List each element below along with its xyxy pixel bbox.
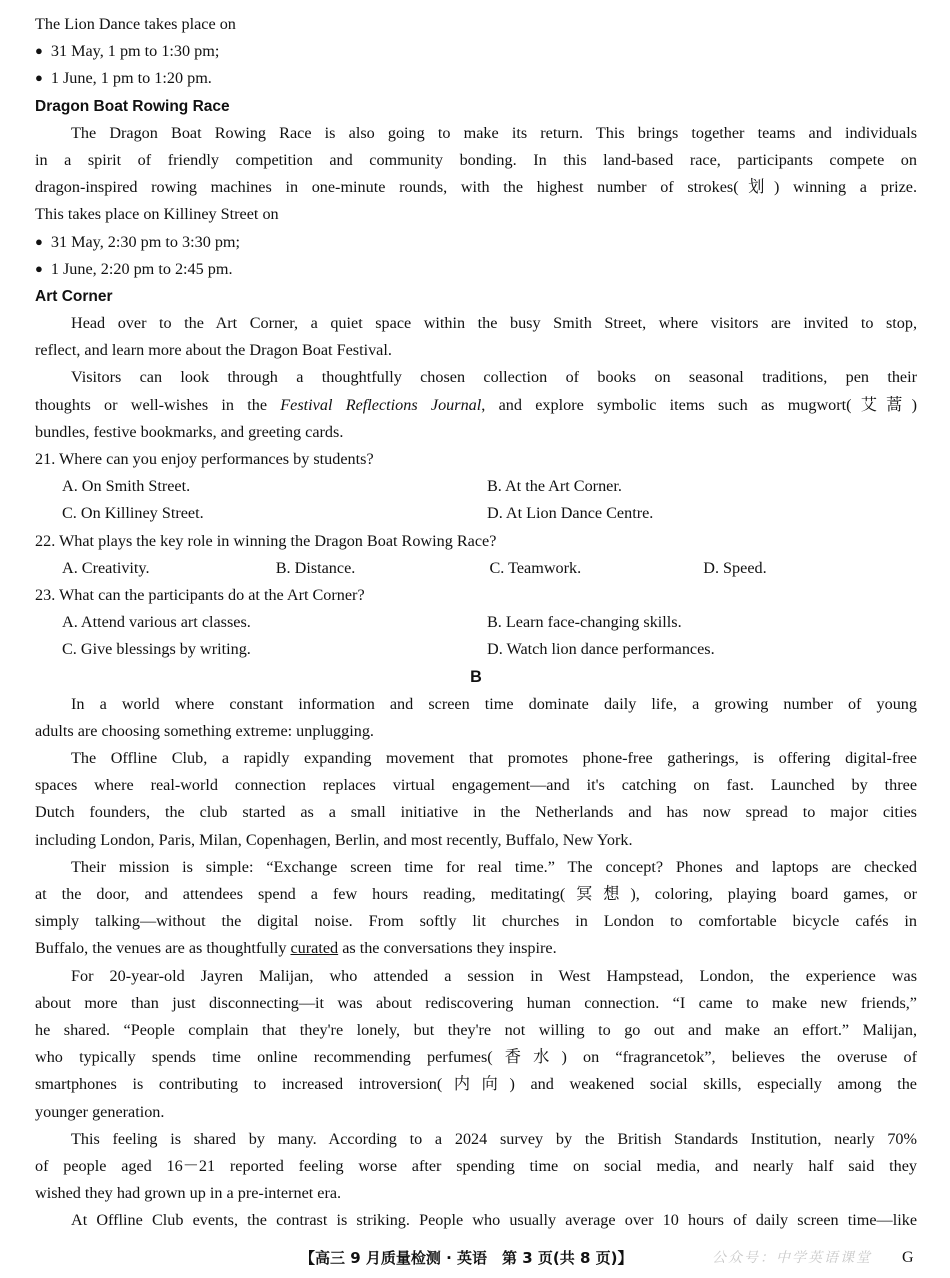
- dragon-boat-line-2: in a spirit of friendly competition and community bonding. In this land-based race, participants compete on: [35, 150, 917, 169]
- question-21-options-row-1: [35, 473, 917, 500]
- footer-exam-info: 【高三 9 月质量检测 · 英语 第 3 页(共 8 页)】: [300, 1249, 633, 1267]
- art-corner-p2-line-2-a: thoughts or well-wishes in the: [35, 395, 281, 414]
- b-p1-line-1: In a world where constant information and screen time dominate daily life, a growing number of young: [71, 694, 917, 713]
- q23-option-d: D. Watch lion dance performances.: [487, 640, 715, 659]
- art-corner-p1-line-2: reflect, and learn more about the Dragon Boat Festival.: [35, 341, 392, 360]
- journal-title: Festival Reflections Journal: [280, 395, 482, 414]
- question-23-options-row-1: [35, 609, 917, 636]
- art-corner-p1-line-1: Head over to the Art Corner, a quiet space within the busy Smith Street, where visitors are invited to stop,: [71, 314, 917, 333]
- b-p4-line-3: he shared. “People complain that they're lonely, but they're not willing to go out and make an effort.” Malijan,: [35, 1020, 917, 1039]
- question-23-stem: 23. What can the participants do at the Art Corner?: [35, 585, 365, 604]
- b-p4-line-6: younger generation.: [35, 1102, 165, 1121]
- q21-option-a: A. On Smith Street.: [62, 477, 191, 496]
- art-corner-p2-line-1: Visitors can look through a thoughtfully chosen collection of books on seasonal traditions, pen their: [71, 368, 917, 387]
- b-p5-line-3: wished they had grown up in a pre-internet era.: [35, 1184, 342, 1203]
- q23-option-a: A. Attend various art classes.: [62, 613, 251, 632]
- question-22-stem: 22. What plays the key role in winning the Dragon Boat Rowing Race?: [35, 531, 497, 550]
- dragon-boat-line-3: dragon-inspired rowing machines in one-minute rounds, with the highest number of strokes(划) winning a prize.: [35, 178, 917, 197]
- q22-option-b: B. Distance.: [275, 558, 356, 577]
- b-p3-line-2: at the door, and attendees spend a few hours reading, meditating(冥想), coloring, playing board games, or: [35, 885, 917, 903]
- page-footer: [0, 1244, 950, 1272]
- b-p2-line-1: The Offline Club, a rapidly expanding movement that promotes phone-free gatherings, is offering digital-free: [71, 749, 917, 768]
- dragon-boat-line-1: The Dragon Boat Rowing Race is also going to make its return. This brings together teams and individuals: [71, 123, 917, 142]
- lion-dance-time-1: ● 31 May, 1 pm to 1:30 pm;: [35, 38, 917, 65]
- b-p4-line-5: smartphones is contributing to increased introversion(内向) and weakened social skills, especially among the: [35, 1075, 917, 1094]
- question-23-options-row-2: [35, 636, 917, 663]
- b-p3-line-3: simply talking—without the digital noise. From softly lit churches in London to comfortable bicycle cafés in: [35, 912, 917, 931]
- lion-dance-time-2: ● 1 June, 1 pm to 1:20 pm.: [35, 65, 917, 92]
- section-b-label: B: [470, 667, 482, 686]
- art-corner-p2-line-2: [35, 392, 917, 419]
- footer-version-code: G: [902, 1249, 914, 1266]
- q21-option-c: C. On Killiney Street.: [62, 504, 204, 523]
- b-p6-line-1: At Offline Club events, the contrast is striking. People who usually average over 10 hours of daily screen time—like: [71, 1211, 917, 1230]
- b-p3-line-1: Their mission is simple: “Exchange screen time for real time.” The concept? Phones and laptops are checked: [71, 857, 917, 876]
- b-p2-line-2: spaces where real-world connection replaces virtual engagement—and it's catching on fast. Launched by three: [35, 776, 917, 795]
- dragon-boat-heading: Dragon Boat Rowing Race: [35, 97, 230, 115]
- b-p4-line-4: who typically spends time online recommending perfumes(香水) on “fragrancetok”, believes the overuse of: [35, 1048, 917, 1067]
- b-p2-line-4: including London, Paris, Milan, Copenhagen, Berlin, and most recently, Buffalo, New York.: [35, 830, 633, 849]
- b-p3-line-4-b: as the conversations they inspire.: [338, 939, 557, 958]
- question-21-stem: 21. Where can you enjoy performances by students?: [35, 450, 374, 468]
- q22-option-a: A. Creativity.: [62, 558, 150, 577]
- b-p3-line-4-a: Buffalo, the venues are as thoughtfully: [35, 939, 291, 958]
- underlined-word-curated: curated: [290, 939, 339, 958]
- exam-page: [35, 11, 917, 1234]
- question-22-options: [35, 555, 917, 582]
- q22-option-d: D. Speed.: [703, 558, 767, 577]
- dragon-boat-time-1: ● 31 May, 2:30 pm to 3:30 pm;: [35, 229, 917, 256]
- q22-option-c: C. Teamwork.: [489, 558, 582, 577]
- b-p5-line-1: This feeling is shared by many. According to a 2024 survey by the British Standards Institution, nearly 70%: [71, 1129, 917, 1148]
- question-21-options-row-2: [35, 500, 917, 527]
- art-corner-p2-line-3: bundles, festive bookmarks, and greeting cards.: [35, 422, 344, 441]
- b-p2-line-3: Dutch founders, the club started as a small initiative in the Netherlands and has now spread to major cities: [35, 803, 917, 822]
- q23-option-b: B. Learn face-changing skills.: [487, 613, 682, 632]
- b-p4-line-1: For 20-year-old Jayren Malijan, who attended a session in West Hampstead, London, the experience was: [71, 966, 917, 985]
- q21-option-b: B. At the Art Corner.: [487, 477, 622, 496]
- b-p4-line-2: about more than just disconnecting—it was about rediscovering human connection. “I came to make new friends,”: [35, 993, 917, 1012]
- q23-option-c: C. Give blessings by writing.: [62, 640, 251, 659]
- dragon-boat-time-2: ● 1 June, 2:20 pm to 2:45 pm.: [35, 256, 917, 283]
- lion-dance-intro: The Lion Dance takes place on: [35, 15, 236, 33]
- art-corner-p2-line-2-b: , and explore symbolic items such as mugwort(艾蒿): [481, 395, 917, 414]
- footer-watermark: 公众号：中学英语课堂: [712, 1250, 872, 1266]
- b-p5-line-2: of people aged 16－21 reported feeling worse after spending time on social media, and nearly half said they: [35, 1156, 917, 1175]
- dragon-boat-line-4: This takes place on Killiney Street on: [35, 205, 279, 224]
- art-corner-heading: Art Corner: [35, 287, 113, 305]
- b-p3-line-4: [35, 935, 917, 962]
- b-p1-line-2: adults are choosing something extreme: unplugging.: [35, 721, 374, 740]
- q21-option-d: D. At Lion Dance Centre.: [487, 504, 654, 523]
